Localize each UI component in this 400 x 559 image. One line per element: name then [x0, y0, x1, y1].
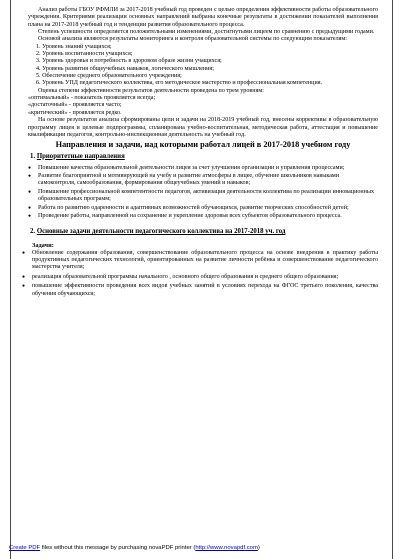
- list-item: 3. Уровень здоровья и потребность в здоровом образе жизни учащихся;: [36, 58, 222, 65]
- subsection-number: 1.: [30, 152, 36, 160]
- list-item: 4. Уровень развития общеучебных навыков, логического мышления;: [36, 65, 214, 72]
- priorities-list: [28, 165, 378, 220]
- bullet-icon: ●: [28, 205, 32, 211]
- bullet-icon: ●: [22, 274, 26, 280]
- level-item: «критический» - проявляется редко.: [28, 109, 122, 116]
- indicators-list: [28, 44, 378, 88]
- document-content: [22, 7, 378, 298]
- intro-paragraph-3: Основой анализа являются результаты мониторинга и контроля образовательной системы по следующим показателям:: [38, 36, 347, 43]
- list-item: ● Повышение качества образовательной деятельности лицея за счет улучшения организации и управления процессами;: [28, 164, 345, 171]
- intro-paragraph-5: На основе результатов анализа сформированы цели и задачи на 2018-2019 учебный год, внесены коррективы в образовательную программу лицея и целевые подпрограммы, спланирована учебно-воспитательная, методическая работа, аттестация и повышение квалификации педагогов, контрольно-инспекционная деятельность на учебный год.: [28, 117, 378, 138]
- level-item: «достаточный» - проявляется часто;: [28, 102, 122, 109]
- left-margin-line: [10, 0, 11, 559]
- pdf-watermark-footer: [9, 545, 260, 552]
- bullet-icon: ●: [28, 213, 32, 219]
- subsection-heading-2: [28, 228, 378, 236]
- subsection-title: Приоритетные направления: [36, 152, 125, 160]
- footer-close: ): [257, 545, 260, 551]
- list-item: 5. Обеспечение среднего образовательного учреждения;: [36, 73, 182, 80]
- novapdf-link[interactable]: http://www.novapdf.com: [195, 545, 258, 551]
- list-item: ● повышение эффективности проведения всех видов учебных занятий в условиях перехода на ФГОС третьего поколения, качества обучения обучающихся;: [22, 283, 378, 297]
- list-item: ● Развитие благоприятной и мотивирующей на учебу и развитие атмосферы в лицее, обучение школьников навыками самоконтроля, самообразования, формирования общеучебных умений и навыков;: [28, 173, 340, 187]
- list-item: ● Работа по развитию одаренности и адаптивных возможностей обучающихся, развитие творческих способностей детей;: [28, 204, 349, 211]
- footer-text: files without this message by purchasing novaPDF printer (: [40, 545, 196, 551]
- tasks-heading: Задачи:: [32, 242, 54, 250]
- list-item: ● Обновление содержания образования, совершенствование образовательного процесса на основе внедрения в практику работы продуктивных педагогических технологий, ориентированных на развитие личности ребёнка и совершенствование педагогического мастерства учителя;: [22, 249, 378, 271]
- create-pdf-link[interactable]: Create PDF: [9, 545, 41, 551]
- bullet-icon: ●: [28, 174, 32, 180]
- list-item: ● реализация образовательной программы начального , основного общего образования и среднего общего образования;: [22, 273, 339, 280]
- intro-paragraph-4: Оценка степени эффективности результатов деятельности проведена по трем уровням:: [38, 87, 264, 94]
- intro-paragraph-2: Степень успешности определяется положительными изменениями, достигнутыми лицеем по сравнению с предыдущими годами.: [38, 29, 375, 36]
- section-title: Направления и задачи, над которыми работал лицей в 2017-2018 учебном году: [55, 140, 351, 150]
- bullet-icon: ●: [28, 189, 32, 195]
- bullet-icon: ●: [22, 284, 26, 290]
- tasks-list: [22, 250, 378, 298]
- list-item: 2. Уровень воспитанности учащихся;: [36, 51, 133, 58]
- subsection-number: 2.: [30, 228, 36, 236]
- subsection-title: Основные задачи деятельности педагогического коллектива на 2017-2018 уч. год: [36, 228, 286, 236]
- bullet-icon: ●: [22, 250, 26, 256]
- list-item: 6. Уровень УПД педагогического коллектива, его методическое мастерство и профессиональная компетенция.: [36, 80, 323, 87]
- subsection-heading-1: [28, 153, 378, 161]
- list-item: ● Повышение профессиональной компетентности педагогов, активизация деятельности коллектива по реализации инновационных образовательных программ;: [28, 188, 375, 203]
- level-item: «оптимальный» - показатель проявляется всегда;: [28, 95, 156, 102]
- list-item: 1. Уровень знаний учащихся;: [36, 43, 112, 50]
- right-margin-line: [392, 0, 393, 559]
- list-item: ● Проведение работы, направленной на сохранение и укрепление здоровья всех субъектов образовательного процесса.: [28, 212, 342, 219]
- bullet-icon: ●: [28, 165, 32, 171]
- intro-paragraph-1: Анализ работы ГБОУ РФМЛИ за 2017-2018 учебный год проведен с целью определения эффективности работы образовательного учреждения. Критериями реализации основных направлений выбраны конечные результаты в достижении показателей выполнения плана на 2017-2018 учебный год и тенденции развития образовательного процесса.: [28, 7, 378, 28]
